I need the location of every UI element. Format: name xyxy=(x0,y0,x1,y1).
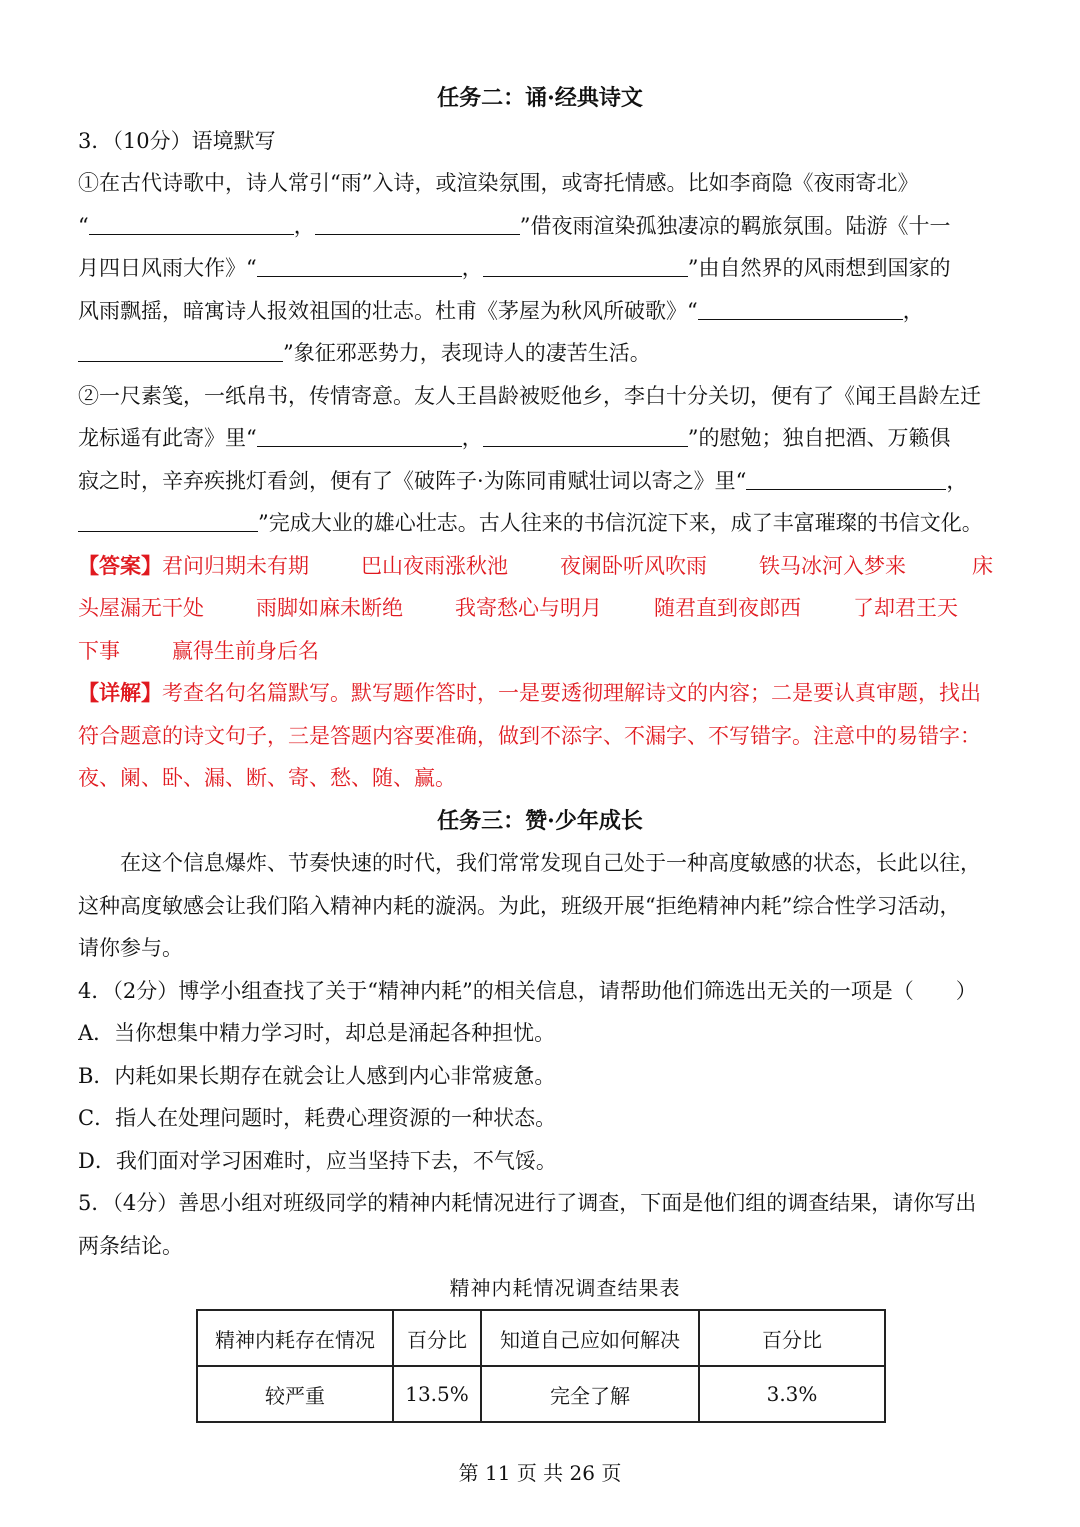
intro-line1: 在这个信息爆炸、节奏快速的时代，我们常常发现自己处于一种高度敏感的状态，长此以往， xyxy=(120,851,981,875)
section2-title: 任务二：诵·经典诗文 xyxy=(437,85,643,111)
table-header-cell: 百分比 xyxy=(699,1310,885,1366)
table-header-cell: 知道自己应如何解决 xyxy=(481,1310,699,1366)
comma: ， xyxy=(902,299,924,323)
page-footer: 第 11 页 共 26 页 xyxy=(458,1461,622,1485)
q3-p1-line4 xyxy=(78,290,1004,332)
q3-p2-line2-head: 龙标遥有此寄》里“ xyxy=(78,426,257,450)
answer-line3 xyxy=(78,630,1004,672)
q3-p1-line1: ①在古代诗歌中，诗人常引“雨”入诗，或渲染氛围，或寄托情感。比如李商隐《夜雨寄北》 xyxy=(78,171,919,195)
q3-p1-line2 xyxy=(78,205,1004,247)
blank-6[interactable] xyxy=(78,337,283,362)
table-cell: 较严重 xyxy=(197,1366,393,1422)
q3-p2-line2-tail: ”的慰勉；独自把酒、万籁俱 xyxy=(687,426,951,450)
survey-table xyxy=(196,1309,886,1423)
answer-item: 随君直到夜郎西 xyxy=(654,596,801,620)
section3-title: 任务三：赞·少年成长 xyxy=(437,808,643,834)
q4-stem: 4．（2分）博学小组查找了关于“精神内耗”的相关信息，请帮助他们筛选出无关的一项是（ ） xyxy=(78,979,977,1003)
table-header-row xyxy=(197,1310,885,1366)
answer-item: 雨脚如麻未断绝 xyxy=(256,596,403,620)
answer-item: 巴山夜雨涨秋池 xyxy=(361,554,508,578)
answer-item: 铁马冰河入梦来 xyxy=(759,554,906,578)
blank-4[interactable] xyxy=(483,252,688,277)
q4-option-a[interactable]: A．当你想集中精力学习时，却总是涌起各种担忧。 xyxy=(78,1021,556,1045)
answer-line2 xyxy=(78,587,1004,629)
blank-3[interactable] xyxy=(257,252,462,277)
q3-p1-line2-tail: ”借夜雨渲染孤独凄凉的羁旅氛围。陆游《十一 xyxy=(519,214,951,238)
answer-item: 赢得生前身后名 xyxy=(172,639,319,663)
comma: ， xyxy=(946,469,968,493)
q3-p1-line5-tail: ”象征邪恶势力，表现诗人的凄苦生活。 xyxy=(283,341,651,365)
table-cell: 13.5% xyxy=(393,1366,481,1422)
detail-line1 xyxy=(78,672,1004,714)
answer-label: 【答案】 xyxy=(78,553,162,578)
detail-line2: 符合题意的诗文句子，三是答题内容要准确，做到不添字、不漏字、不写错字。注意中的易错字： xyxy=(78,724,981,748)
q5-line2: 两条结论。 xyxy=(78,1234,183,1258)
detail-text: 考查名句名篇默写。默写题作答时，一是要透彻理解诗文的内容；二是要认真审题，找出 xyxy=(162,681,981,705)
quote-open: “ xyxy=(78,214,89,238)
intro-line3: 请你参与。 xyxy=(78,936,183,960)
q3-p2-line4-tail: ”完成大业的雄心壮志。古人往来的书信沉淀下来，成了丰富璀璨的书信文化。 xyxy=(258,511,983,535)
blank-5[interactable] xyxy=(698,295,903,320)
blank-9[interactable] xyxy=(746,465,946,490)
detail-label: 【详解】 xyxy=(78,680,162,705)
comma: ， xyxy=(293,214,315,238)
answer-item: 君问归期未有期 xyxy=(162,554,309,578)
q3-p2-line3 xyxy=(78,460,1004,502)
q3-header: 3．（10分）语境默写 xyxy=(78,129,276,153)
q3-p1-line3 xyxy=(78,247,1004,289)
table-cell: 3.3% xyxy=(699,1366,885,1422)
answer-item: 夜阑卧听风吹雨 xyxy=(560,554,707,578)
q3-p1-line5 xyxy=(78,332,1004,374)
table-row xyxy=(197,1366,885,1422)
table-header-cell: 精神内耗存在情况 xyxy=(197,1310,393,1366)
blank-2[interactable] xyxy=(315,210,520,235)
blank-8[interactable] xyxy=(483,422,688,447)
q4-option-d[interactable]: D．我们面对学习困难时，应当坚持下去，不气馁。 xyxy=(78,1149,557,1173)
answer-item: 我寄愁心与明月 xyxy=(455,596,602,620)
answer-item-fragment: 头屋漏无干处 xyxy=(78,596,204,620)
intro-line2: 这种高度敏感会让我们陷入精神内耗的漩涡。为此，班级开展“拒绝精神内耗”综合性学习活动， xyxy=(78,894,961,918)
table-caption: 精神内耗情况调查结果表 xyxy=(449,1276,681,1300)
q4-option-c[interactable]: C．指人在处理问题时，耗费心理资源的一种状态。 xyxy=(78,1106,557,1130)
q4-option-b[interactable]: B．内耗如果长期存在就会让人感到内心非常疲惫。 xyxy=(78,1064,556,1088)
q3-p2-line1: ②一尺素笺，一纸帛书，传情寄意。友人王昌龄被贬他乡，李白十分关切，便有了《闻王昌龄左迁 xyxy=(78,384,981,408)
blank-7[interactable] xyxy=(257,422,462,447)
q3-p2-line2 xyxy=(78,417,1004,459)
answer-line1 xyxy=(78,545,1004,587)
blank-10[interactable] xyxy=(78,507,258,532)
q3-p2-line3-head: 寂之时，辛弃疾挑灯看剑，便有了《破阵子·为陈同甫赋壮词以寄之》里“ xyxy=(78,469,747,493)
comma: ， xyxy=(461,426,483,450)
comma: ， xyxy=(461,256,483,280)
detail-line3: 夜、阑、卧、漏、断、寄、愁、随、赢。 xyxy=(78,766,456,790)
blank-1[interactable] xyxy=(89,210,294,235)
table-cell: 完全了解 xyxy=(481,1366,699,1422)
q3-p1-line3-tail: ”由自然界的风雨想到国家的 xyxy=(687,256,951,280)
answer-item-fragment: 了却君王天 xyxy=(853,596,958,620)
q3-p1-line4-head: 风雨飘摇，暗寓诗人报效祖国的壮志。杜甫《茅屋为秋风所破歌》“ xyxy=(78,299,698,323)
answer-item-fragment: 床 xyxy=(972,554,993,578)
q3-p2-line4 xyxy=(78,502,1004,544)
table-header-cell: 百分比 xyxy=(393,1310,481,1366)
answer-item-fragment: 下事 xyxy=(78,639,120,663)
q3-p1-line3-head: 月四日风雨大作》“ xyxy=(78,256,257,280)
q5-line1: 5．（4分）善思小组对班级同学的精神内耗情况进行了调查，下面是他们组的调查结果，请你写出 xyxy=(78,1191,977,1215)
